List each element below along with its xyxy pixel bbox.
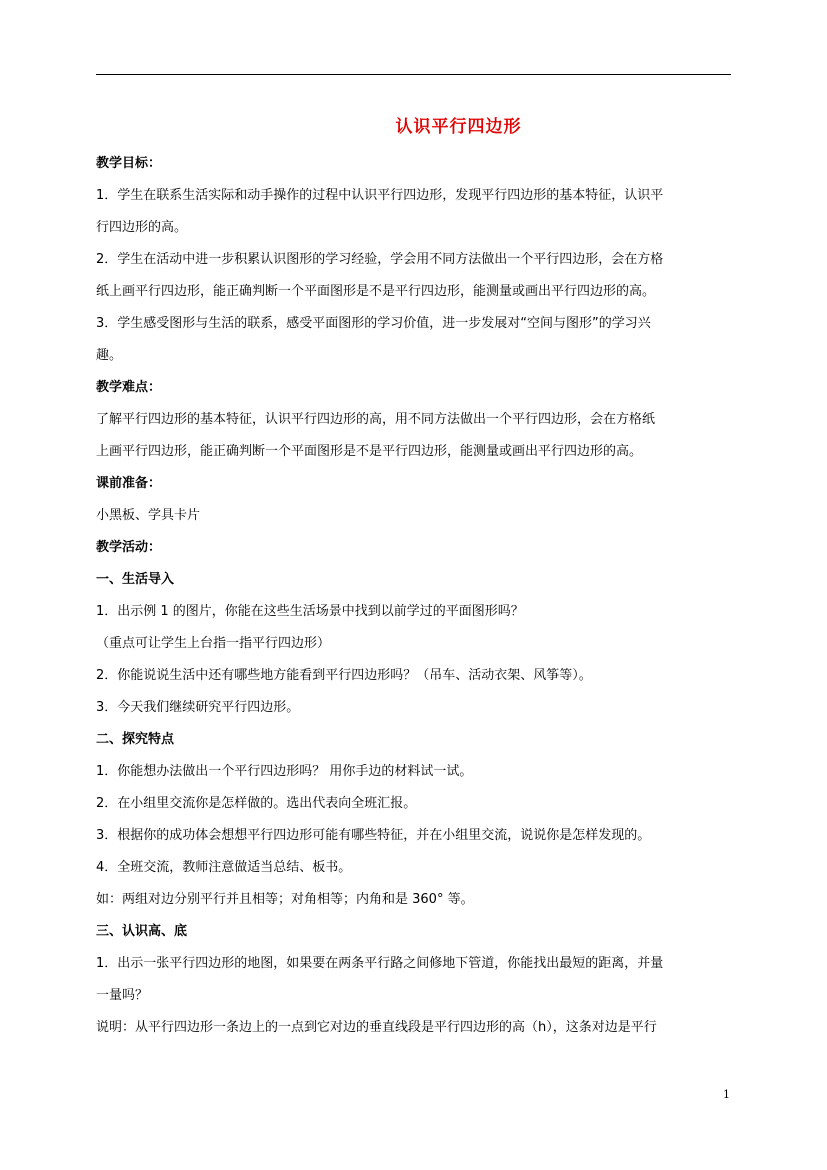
text-line: （重点可让学生上台指一指平行四边形） [96,636,331,651]
section-heading: 三、认识高、底 [96,924,188,939]
text-line: 2．学生在活动中进一步积累认识图形的学习经验，学会用不同方法做出一个平行四边形，会在方格 [96,252,664,267]
text-line: 了解平行四边形的基本特征，认识平行四边形的高，用不同方法做出一个平行四边形，会在方格纸 [96,412,656,427]
text-line: 如：两组对边分别平行并且相等；对角相等；内角和是 360° 等。 [96,892,474,907]
section-heading: 课前准备： [96,476,162,491]
section-heading: 教学活动： [96,540,162,555]
text-line: 1．学生在联系生活实际和动手操作的过程中认识平行四边形，发现平行四边形的基本特征，认识平 [96,188,664,203]
text-line: 3．根据你的成功体会想想平行四边形可能有哪些特征，并在小组里交流，说说你是怎样发现的。 [96,828,651,843]
text-line: 说明：从平行四边形一条边上的一点到它对边的垂直线段是平行四边形的高（h），这条对边是平行 [96,1020,657,1035]
text-line: 纸上画平行四边形，能正确判断一个平面图形是不是平行四边形，能测量或画出平行四边形的高。 [96,284,656,299]
text-line: 一量吗？ [96,988,149,1003]
section-heading: 一、生活导入 [96,572,175,587]
text-line: 1．出示一张平行四边形的地图，如果要在两条平行路之间修地下管道，你能找出最短的距离，并量 [96,956,664,971]
document-body [96,148,736,1044]
section-heading: 二、探究特点 [96,732,175,747]
text-line: 3．学生感受图形与生活的联系，感受平面图形的学习价值，进一步发展对“空间与图形”的学习兴 [96,316,651,331]
text-line: 小黑板、学具卡片 [96,508,201,523]
text-line: 2．你能说说生活中还有哪些地方能看到平行四边形吗？（吊车、活动衣架、风筝等）。 [96,668,592,683]
text-line: 趣。 [96,348,123,363]
section-heading: 教学难点： [96,380,162,395]
header-rule [96,74,731,75]
text-line: 1．出示例 1 的图片，你能在这些生活场景中找到以前学过的平面图形吗？ [96,604,524,619]
text-line: 4．全班交流，教师注意做适当总结、板书。 [96,860,352,875]
page-number: 1 [723,1088,730,1101]
section-heading: 教学目标： [96,156,162,171]
text-line: 上画平行四边形，能正确判断一个平面图形是不是平行四边形，能测量或画出平行四边形的高。 [96,444,643,459]
text-line: 3．今天我们继续研究平行四边形。 [96,700,300,715]
text-line: 行四边形的高。 [96,220,188,235]
text-line: 2．在小组里交流你是怎样做的。选出代表向全班汇报。 [96,796,417,811]
text-line: 1．你能想办法做出一个平行四边形吗？ 用你手边的材料试一试。 [96,764,473,779]
document-title: 认识平行四边形 [395,117,522,137]
